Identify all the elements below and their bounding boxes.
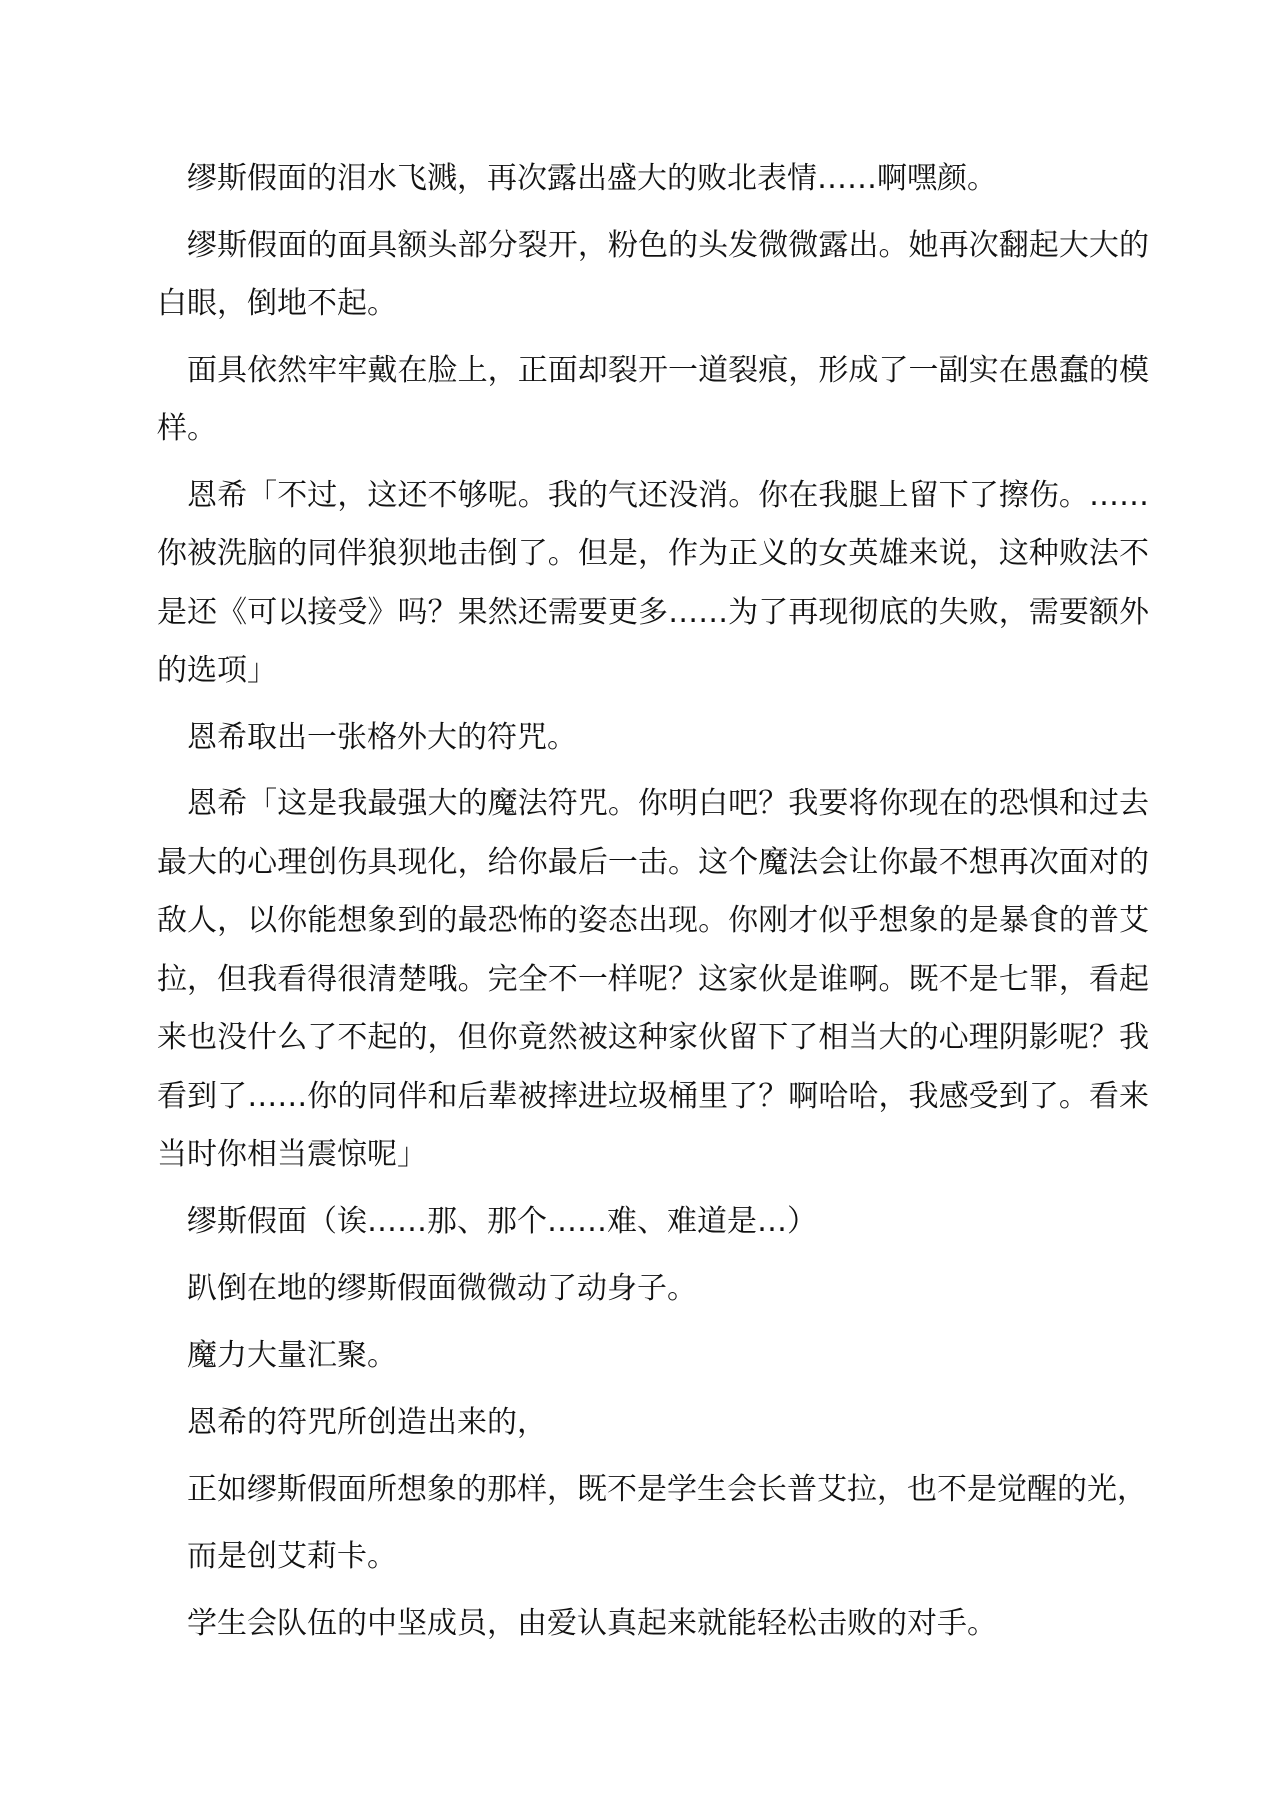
paragraph: 学生会队伍的中坚成员，由爱认真起来就能轻松击败的对手。: [187, 1605, 997, 1641]
dialogue-paragraph: 缪斯假面（诶……那、那个……难、难道是…）: [187, 1203, 817, 1239]
paragraph: 魔力大量汇聚。: [187, 1337, 397, 1373]
paragraph: 缪斯假面的面具额头部分裂开，粉色的头发微微露出。她再次翻起大大的白眼，倒地不起。: [157, 227, 1149, 321]
paragraph: 恩希的符咒所创造出来的，: [187, 1404, 547, 1440]
paragraph: 趴倒在地的缪斯假面微微动了动身子。: [187, 1270, 697, 1306]
paragraph: 正如缪斯假面所想象的那样，既不是学生会长普艾拉，也不是觉醒的光，: [187, 1471, 1147, 1507]
dialogue-paragraph: 恩希「不过，这还不够呢。我的气还没消。你在我腿上留下了擦伤。……你被洗脑的同伴狼狈地击倒了。但是，作为正义的女英雄来说，这种败法不是还《可以接受》吗？果然还需要更多……为了再现彻底的失败，需要额外的选项」: [157, 477, 1149, 688]
paragraph: 面具依然牢牢戴在脸上，正面却裂开一道裂痕，形成了一副实在愚蠢的模样。: [157, 352, 1149, 446]
document-page: [157, 150, 1149, 1662]
paragraph: 缪斯假面的泪水飞溅，再次露出盛大的败北表情……啊嘿颜。: [187, 161, 997, 196]
dialogue-paragraph: 恩希「这是我最强大的魔法符咒。你明白吧？我要将你现在的恐惧和过去最大的心理创伤具现化，给你最后一击。这个魔法会让你最不想再次面对的敌人，以你能想象到的最恐怖的姿态出现。你刚才似乎想象的是暴食的普艾拉，但我看得很清楚哦。完全不一样呢？这家伙是谁啊。既不是七罪，看起来也没什么了不起的，但你竟然被这种家伙留下了相当大的心理阴影呢？我看到了……你的同伴和后辈被摔进垃圾桶里了？啊哈哈，我感受到了。看来当时你相当震惊呢」: [157, 786, 1149, 1172]
paragraph: 恩希取出一张格外大的符咒。: [187, 719, 577, 755]
paragraph: 而是创艾莉卡。: [187, 1538, 397, 1574]
